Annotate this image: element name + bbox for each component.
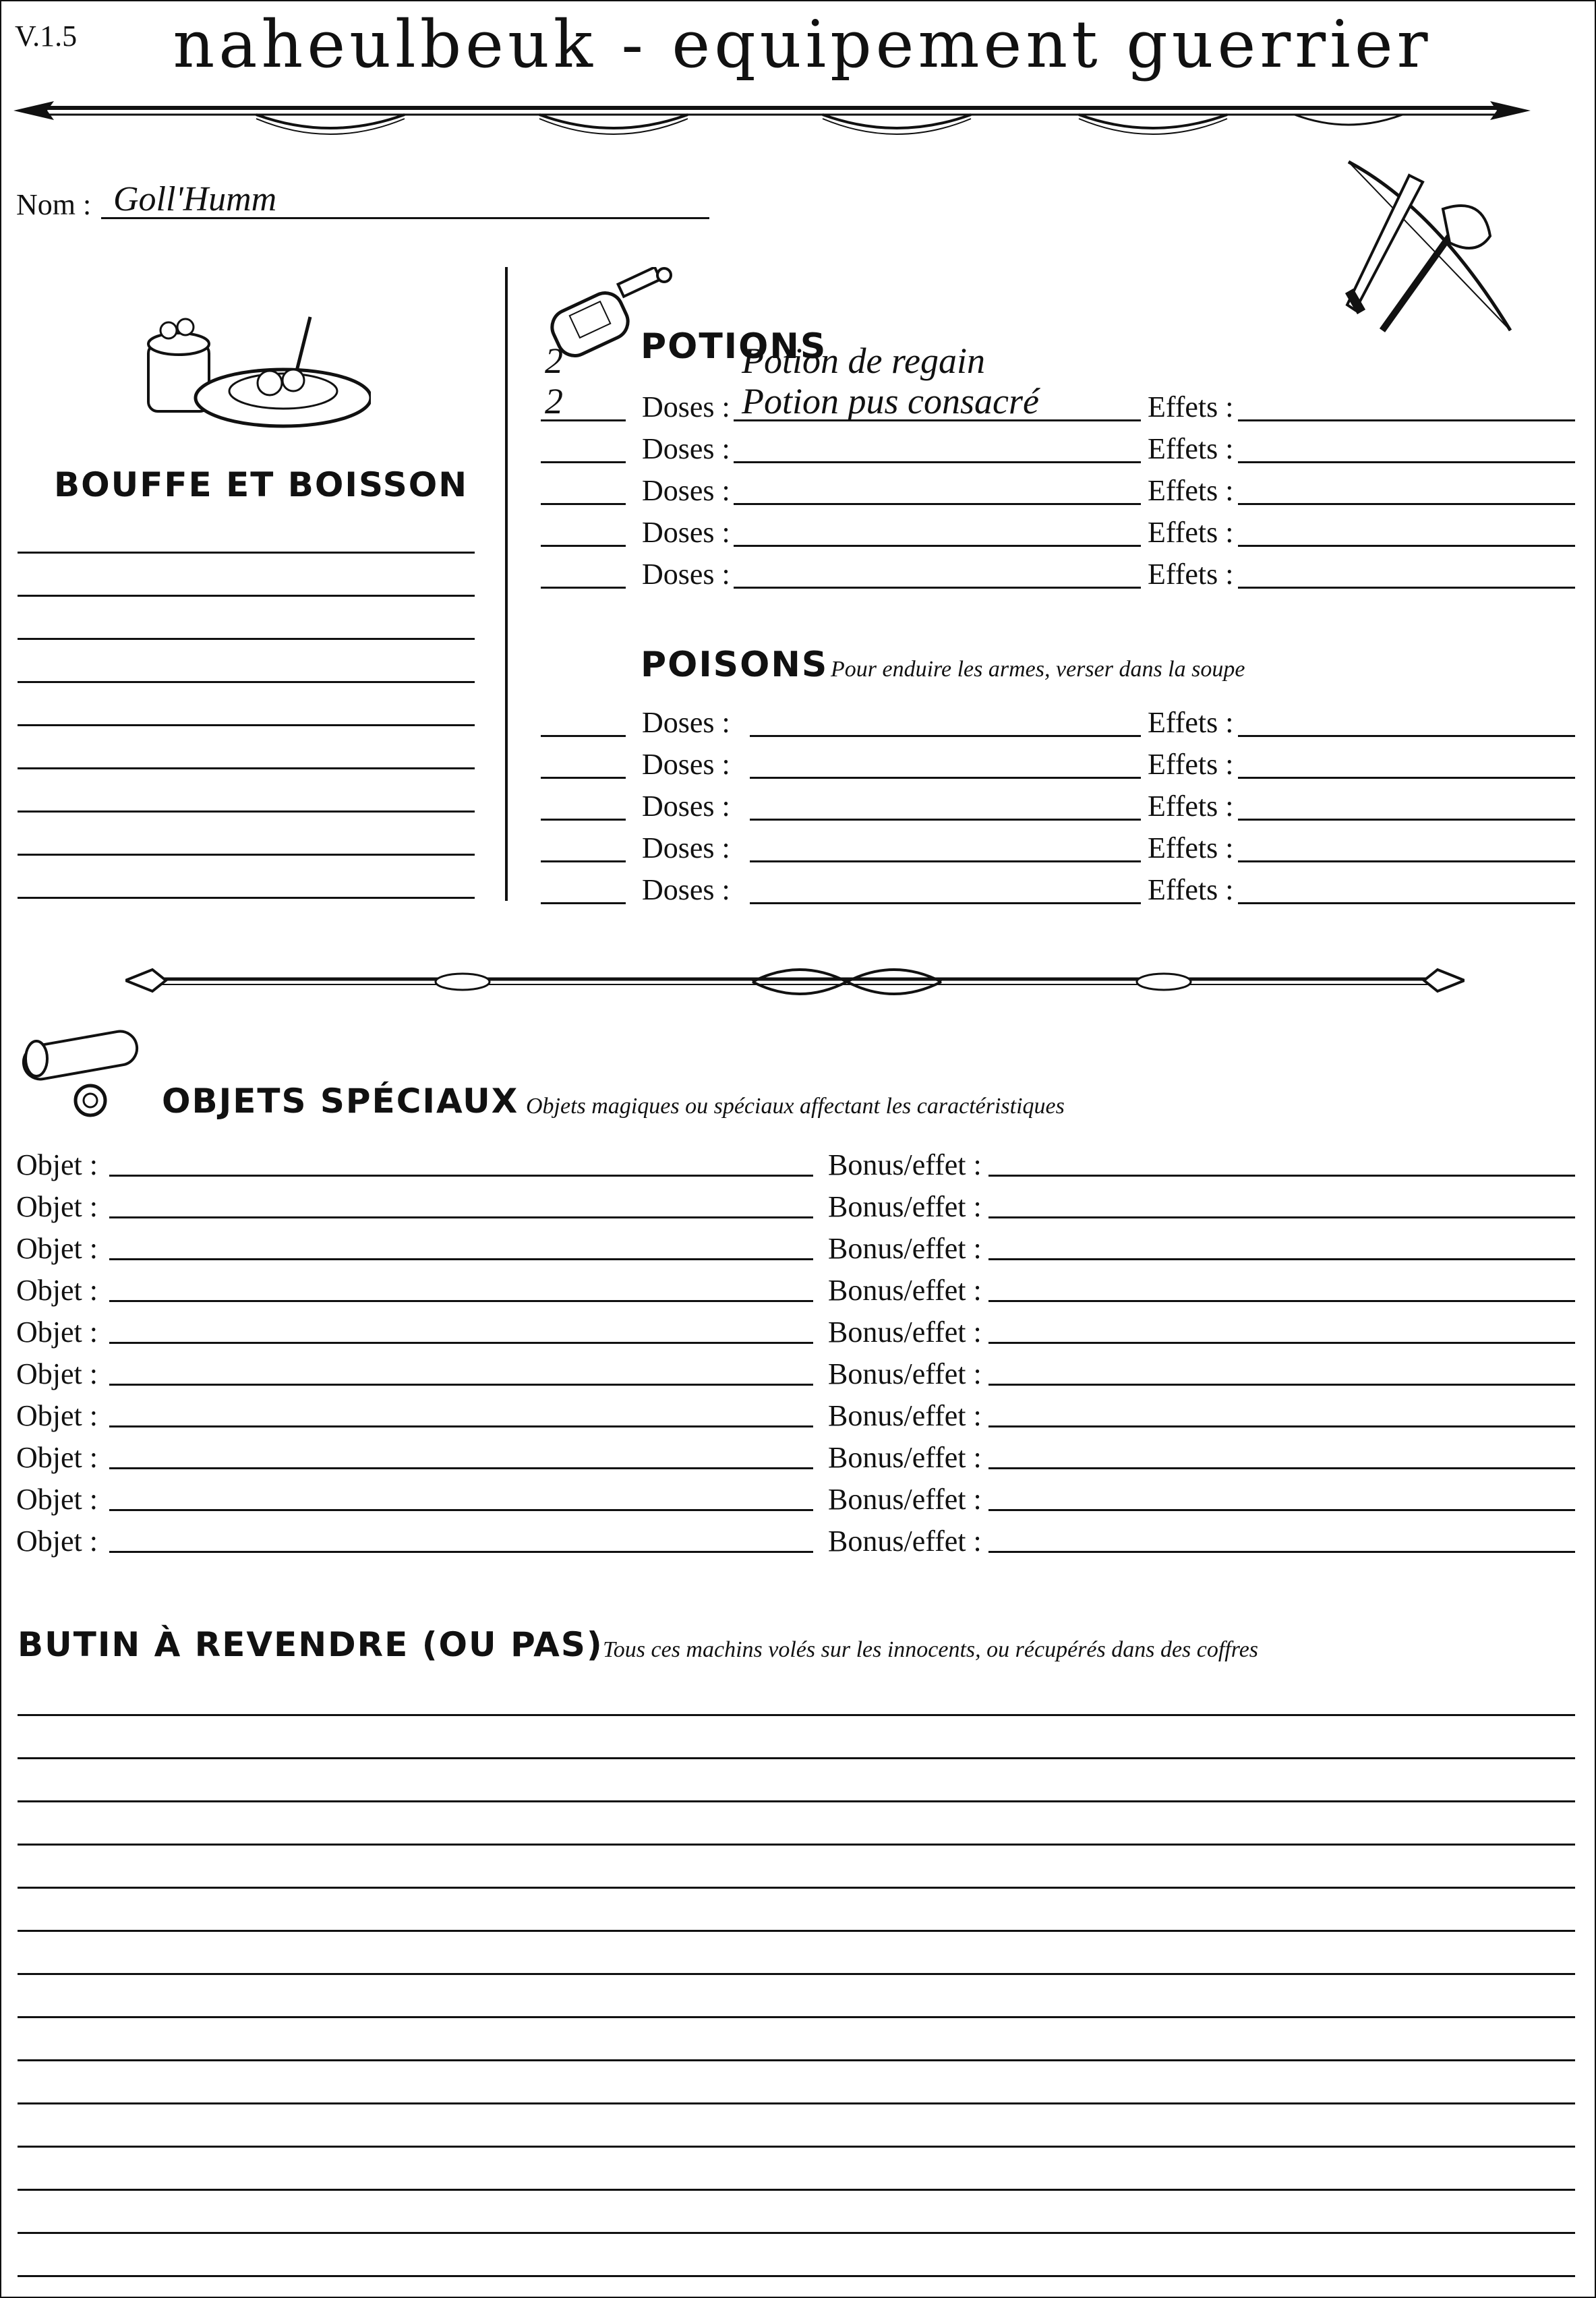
bonus-line[interactable] bbox=[988, 1384, 1575, 1386]
poison-effect-line[interactable] bbox=[1238, 735, 1575, 737]
bonus-line[interactable] bbox=[988, 1258, 1575, 1260]
potion-effect-line[interactable] bbox=[1238, 419, 1575, 421]
bonus-line[interactable] bbox=[988, 1467, 1575, 1469]
page-title: naheulbeuk - equipement guerrier bbox=[173, 7, 1432, 82]
bonus-label: Bonus/effet : bbox=[828, 1148, 982, 1181]
crossed-weapons-icon bbox=[1328, 155, 1531, 344]
effets-label: Effets : bbox=[1148, 474, 1234, 507]
loot-line[interactable] bbox=[18, 1757, 1575, 1759]
potion-name-line[interactable] bbox=[734, 461, 1141, 463]
food-line[interactable] bbox=[18, 681, 475, 683]
special-heading: OBJETS SPÉCIAUX bbox=[162, 1082, 519, 1121]
bonus-label: Bonus/effet : bbox=[828, 1316, 982, 1349]
column-divider bbox=[505, 267, 508, 901]
loot-line[interactable] bbox=[18, 2275, 1575, 2277]
food-line[interactable] bbox=[18, 638, 475, 640]
potion-qty[interactable]: 2 bbox=[545, 381, 563, 421]
potion-qty-line[interactable] bbox=[541, 461, 626, 463]
food-heading: BOUFFE ET BOISSON bbox=[54, 465, 469, 504]
loot-subtitle: Tous ces machins volés sur les innocents, ou récupérés dans des coffres bbox=[603, 1637, 1259, 1662]
loot-line[interactable] bbox=[18, 1844, 1575, 1846]
potion-name-line[interactable] bbox=[734, 503, 1141, 505]
objet-line[interactable] bbox=[109, 1300, 813, 1302]
potion-name[interactable]: Potion de regain bbox=[742, 341, 985, 381]
objet-line[interactable] bbox=[109, 1425, 813, 1427]
potion-qty[interactable]: 2 bbox=[545, 341, 563, 381]
objet-line[interactable] bbox=[109, 1384, 813, 1386]
poison-effect-line[interactable] bbox=[1238, 860, 1575, 862]
loot-line[interactable] bbox=[18, 2146, 1575, 2148]
effets-label: Effets : bbox=[1148, 873, 1234, 906]
doses-label: Doses : bbox=[642, 706, 730, 739]
bonus-label: Bonus/effet : bbox=[828, 1274, 982, 1307]
poisons-heading: POISONS bbox=[641, 645, 829, 685]
objet-line[interactable] bbox=[109, 1551, 813, 1553]
potion-qty-line[interactable] bbox=[541, 587, 626, 589]
bonus-line[interactable] bbox=[988, 1300, 1575, 1302]
bonus-label: Bonus/effet : bbox=[828, 1399, 982, 1432]
scroll-ring-icon bbox=[16, 1025, 151, 1126]
objet-label: Objet : bbox=[16, 1274, 98, 1307]
bonus-line[interactable] bbox=[988, 1425, 1575, 1427]
potion-name[interactable]: Potion pus consacré bbox=[742, 381, 1039, 421]
objet-label: Objet : bbox=[16, 1399, 98, 1432]
loot-line[interactable] bbox=[18, 1714, 1575, 1716]
food-line[interactable] bbox=[18, 897, 475, 899]
effets-label: Effets : bbox=[1148, 390, 1234, 423]
loot-line[interactable] bbox=[18, 2189, 1575, 2191]
potions-heading: POTIONS bbox=[641, 326, 827, 367]
doses-label: Doses : bbox=[642, 790, 730, 823]
poison-effect-line[interactable] bbox=[1238, 819, 1575, 821]
effets-label: Effets : bbox=[1148, 432, 1234, 465]
name-label: Nom : bbox=[16, 188, 92, 221]
objet-label: Objet : bbox=[16, 1148, 98, 1181]
objet-label: Objet : bbox=[16, 1316, 98, 1349]
bonus-line[interactable] bbox=[988, 1342, 1575, 1344]
doses-label: Doses : bbox=[642, 432, 730, 465]
poison-qty-line[interactable] bbox=[541, 902, 626, 904]
effets-label: Effets : bbox=[1148, 706, 1234, 739]
poison-name-line[interactable] bbox=[750, 860, 1141, 862]
objet-line[interactable] bbox=[109, 1342, 813, 1344]
food-line[interactable] bbox=[18, 595, 475, 597]
food-line[interactable] bbox=[18, 767, 475, 769]
objet-label: Objet : bbox=[16, 1190, 98, 1223]
objet-label: Objet : bbox=[16, 1525, 98, 1558]
version-label: V.1.5 bbox=[15, 20, 78, 53]
doses-label: Doses : bbox=[642, 516, 730, 549]
food-platter-icon bbox=[142, 303, 371, 432]
poison-effect-line[interactable] bbox=[1238, 777, 1575, 779]
spear-banner-icon bbox=[13, 88, 1531, 148]
doses-label: Doses : bbox=[642, 474, 730, 507]
bonus-label: Bonus/effet : bbox=[828, 1190, 982, 1223]
potion-qty-line[interactable] bbox=[541, 545, 626, 547]
objet-label: Objet : bbox=[16, 1232, 98, 1265]
objet-line[interactable] bbox=[109, 1216, 813, 1218]
loot-line[interactable] bbox=[18, 2102, 1575, 2104]
bonus-line[interactable] bbox=[988, 1216, 1575, 1218]
loot-line[interactable] bbox=[18, 2059, 1575, 2061]
poison-name-line[interactable] bbox=[750, 777, 1141, 779]
poison-qty-line[interactable] bbox=[541, 777, 626, 779]
effets-label: Effets : bbox=[1148, 516, 1234, 549]
food-line[interactable] bbox=[18, 724, 475, 726]
potion-effect-line[interactable] bbox=[1238, 587, 1575, 589]
loot-line[interactable] bbox=[18, 1930, 1575, 1932]
name-field[interactable]: Goll'Humm bbox=[113, 180, 277, 218]
poison-name-line[interactable] bbox=[750, 902, 1141, 904]
poison-effect-line[interactable] bbox=[1238, 902, 1575, 904]
bonus-label: Bonus/effet : bbox=[828, 1483, 982, 1516]
poison-name-line[interactable] bbox=[750, 735, 1141, 737]
loot-line[interactable] bbox=[18, 1973, 1575, 1975]
potion-effect-line[interactable] bbox=[1238, 461, 1575, 463]
objet-label: Objet : bbox=[16, 1441, 98, 1474]
objet-label: Objet : bbox=[16, 1357, 98, 1390]
poisons-subtitle: Pour enduire les armes, verser dans la soupe bbox=[831, 657, 1245, 682]
bonus-label: Bonus/effet : bbox=[828, 1232, 982, 1265]
special-subtitle: Objets magiques ou spéciaux affectant les caractéristiques bbox=[526, 1094, 1065, 1119]
potion-name-line[interactable] bbox=[734, 545, 1141, 547]
loot-line[interactable] bbox=[18, 2016, 1575, 2018]
loot-line[interactable] bbox=[18, 2232, 1575, 2234]
potion-effect-line[interactable] bbox=[1238, 503, 1575, 505]
objet-line[interactable] bbox=[109, 1509, 813, 1511]
poison-qty-line[interactable] bbox=[541, 819, 626, 821]
food-line[interactable] bbox=[18, 854, 475, 856]
bonus-line[interactable] bbox=[988, 1551, 1575, 1553]
loot-heading: BUTIN À REVENDRE (OU PAS) bbox=[18, 1625, 603, 1664]
bonus-label: Bonus/effet : bbox=[828, 1357, 982, 1390]
loot-line[interactable] bbox=[18, 1800, 1575, 1802]
potion-qty-line[interactable] bbox=[541, 503, 626, 505]
bonus-label: Bonus/effet : bbox=[828, 1441, 982, 1474]
doses-label: Doses : bbox=[642, 558, 730, 591]
doses-label: Doses : bbox=[642, 390, 730, 423]
potion-effect-line[interactable] bbox=[1238, 545, 1575, 547]
effets-label: Effets : bbox=[1148, 790, 1234, 823]
doses-label: Doses : bbox=[642, 831, 730, 864]
food-line[interactable] bbox=[18, 811, 475, 813]
loot-line[interactable] bbox=[18, 1887, 1575, 1889]
effets-label: Effets : bbox=[1148, 831, 1234, 864]
potion-name-line[interactable] bbox=[734, 587, 1141, 589]
poison-qty-line[interactable] bbox=[541, 860, 626, 862]
objet-line[interactable] bbox=[109, 1258, 813, 1260]
doses-label: Doses : bbox=[642, 873, 730, 906]
objet-line[interactable] bbox=[109, 1467, 813, 1469]
objet-label: Objet : bbox=[16, 1483, 98, 1516]
effets-label: Effets : bbox=[1148, 748, 1234, 781]
staff-divider-icon bbox=[125, 958, 1465, 1005]
doses-label: Doses : bbox=[642, 748, 730, 781]
effets-label: Effets : bbox=[1148, 558, 1234, 591]
poison-name-line[interactable] bbox=[750, 819, 1141, 821]
poison-qty-line[interactable] bbox=[541, 735, 626, 737]
bonus-line[interactable] bbox=[988, 1509, 1575, 1511]
food-line[interactable] bbox=[18, 552, 475, 554]
bonus-label: Bonus/effet : bbox=[828, 1525, 982, 1558]
bonus-line[interactable] bbox=[988, 1175, 1575, 1177]
objet-line[interactable] bbox=[109, 1175, 813, 1177]
